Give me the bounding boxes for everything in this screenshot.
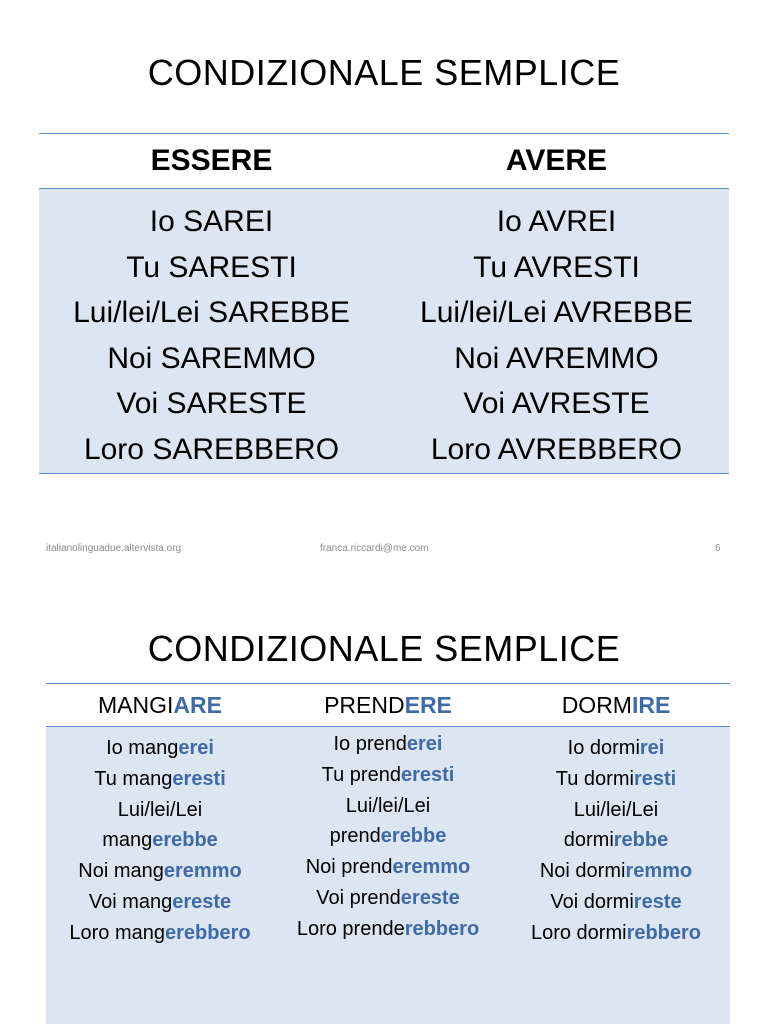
conjugation-stem: Lui/lei/Lei	[345, 794, 431, 817]
conjugation-row	[46, 733, 274, 764]
avere-row: Loro AVREBBERO	[430, 432, 683, 466]
conjugation-row	[274, 883, 502, 914]
avere-row: Io AVREI	[496, 205, 617, 238]
conjugation-stem: Io mang	[106, 737, 179, 759]
conjugation-row	[502, 764, 730, 795]
conjugation-ending: rebbero	[626, 921, 702, 944]
conjugation-stem: Lui/lei/Lei	[117, 798, 203, 821]
header-avere: AVERE	[505, 144, 608, 177]
conjugation-row	[46, 795, 274, 826]
header-stem: DORM	[561, 691, 632, 718]
conjugation-ending: erebbero	[165, 921, 251, 944]
conjugation-stem: Tu mang	[94, 767, 173, 790]
conjugation-ending: rebbero	[404, 917, 480, 940]
conjugation-ending: eresti	[172, 767, 226, 790]
conjugation-ending: reste	[633, 890, 682, 913]
header-essere: ESSERE	[150, 144, 273, 177]
conjugation-row	[502, 825, 730, 856]
conjugation-row	[502, 795, 730, 826]
essere-row: Tu SARESTI	[126, 250, 297, 284]
avere-row: Tu AVRESTI	[473, 250, 640, 284]
conjugation-ending: eremmo	[163, 860, 242, 883]
conjugation-ending: erebbe	[152, 829, 218, 852]
conjugation-row	[502, 918, 730, 949]
table1-header	[39, 133, 729, 189]
essere-row: Voi SARESTE	[116, 387, 307, 420]
footer-site: italianolinguadue.altervista.org	[46, 543, 182, 554]
essere-row: Io SAREI	[149, 205, 274, 238]
conjugation-row	[274, 852, 502, 883]
conjugation-stem: Loro dormi	[530, 921, 627, 944]
header-prendere	[274, 692, 502, 719]
conjugation-row	[274, 914, 502, 945]
conjugation-stem: prend	[329, 825, 381, 848]
footer-email: franca.riccardi@me.com	[320, 543, 429, 554]
conjugation-ending: eresti	[400, 763, 455, 786]
mangiare-column	[46, 727, 274, 1024]
essere-column	[39, 189, 384, 473]
header-stem: PREND	[324, 691, 405, 718]
conjugation-ending: rebbe	[613, 829, 669, 852]
conjugation-stem: Io dormi	[567, 737, 640, 759]
conjugation-stem: Voi prend	[316, 886, 401, 909]
conjugation-row	[502, 733, 730, 764]
header-ending: IRE	[631, 691, 671, 718]
conjugation-stem: dormi	[563, 829, 614, 852]
conjugation-ending: erei	[406, 733, 443, 755]
conjugation-stem: Noi mang	[78, 860, 164, 883]
conjugation-row	[502, 856, 730, 887]
conjugation-row	[502, 887, 730, 918]
slide1-title: CONDIZIONALE SEMPLICE	[147, 52, 621, 93]
essere-row: Loro SAREBBERO	[83, 432, 340, 466]
header-dormire	[502, 692, 730, 719]
conjugation-ending: remmo	[625, 860, 693, 883]
conjugation-ending: erei	[178, 737, 214, 759]
conjugation-stem: Lui/lei/Lei	[573, 798, 659, 821]
footer-page-number: 6	[715, 543, 721, 554]
conjugation-ending: resti	[633, 767, 677, 790]
avere-row: Voi AVRESTE	[463, 387, 650, 420]
conjugation-ending: ereste	[400, 886, 460, 909]
conjugation-row	[274, 791, 502, 822]
conjugation-ending: ereste	[172, 890, 232, 913]
conjugation-stem: Loro prende	[296, 917, 405, 940]
conjugation-stem: Loro mang	[69, 921, 166, 944]
conjugation-row	[46, 825, 274, 856]
conjugation-stem: mang	[102, 829, 153, 852]
conjugation-ending: rei	[639, 737, 665, 759]
table2-body	[46, 727, 730, 1024]
slide2-title: CONDIZIONALE SEMPLICE	[147, 628, 621, 669]
header-stem: MANGI	[98, 691, 174, 718]
conjugation-row	[46, 918, 274, 949]
conjugation-row	[46, 856, 274, 887]
conjugation-row	[274, 821, 502, 852]
conjugation-stem: Io prend	[333, 733, 407, 755]
conjugation-stem: Tu dormi	[555, 767, 634, 790]
avere-row: Lui/lei/Lei AVREBBE	[420, 296, 693, 329]
header-ending: ARE	[173, 691, 222, 718]
table1-body	[39, 189, 729, 474]
dormire-column	[502, 727, 730, 1024]
conjugation-stem: Voi mang	[88, 890, 173, 913]
conjugation-table-regular-verbs	[46, 683, 730, 1024]
avere-row: Noi AVREMMO	[454, 341, 659, 375]
conjugation-row	[46, 887, 274, 918]
essere-row: Noi SAREMMO	[107, 341, 316, 375]
essere-row: Lui/lei/Lei SAREBBE	[73, 296, 350, 329]
conjugation-table-essere-avere	[39, 133, 729, 473]
conjugation-ending: eremmo	[392, 856, 471, 879]
avere-column	[384, 189, 729, 473]
prendere-column	[274, 727, 502, 1024]
conjugation-stem: Voi dormi	[550, 890, 634, 913]
conjugation-stem: Noi prend	[305, 856, 393, 879]
conjugation-ending: erebbe	[380, 825, 447, 848]
header-mangiare	[46, 692, 274, 719]
conjugation-stem: Tu prend	[321, 763, 401, 786]
table2-header	[46, 683, 730, 727]
conjugation-row	[274, 760, 502, 791]
conjugation-stem: Noi dormi	[539, 860, 626, 883]
conjugation-row	[46, 764, 274, 795]
conjugation-row	[274, 729, 502, 760]
header-ending: ERE	[404, 691, 452, 718]
